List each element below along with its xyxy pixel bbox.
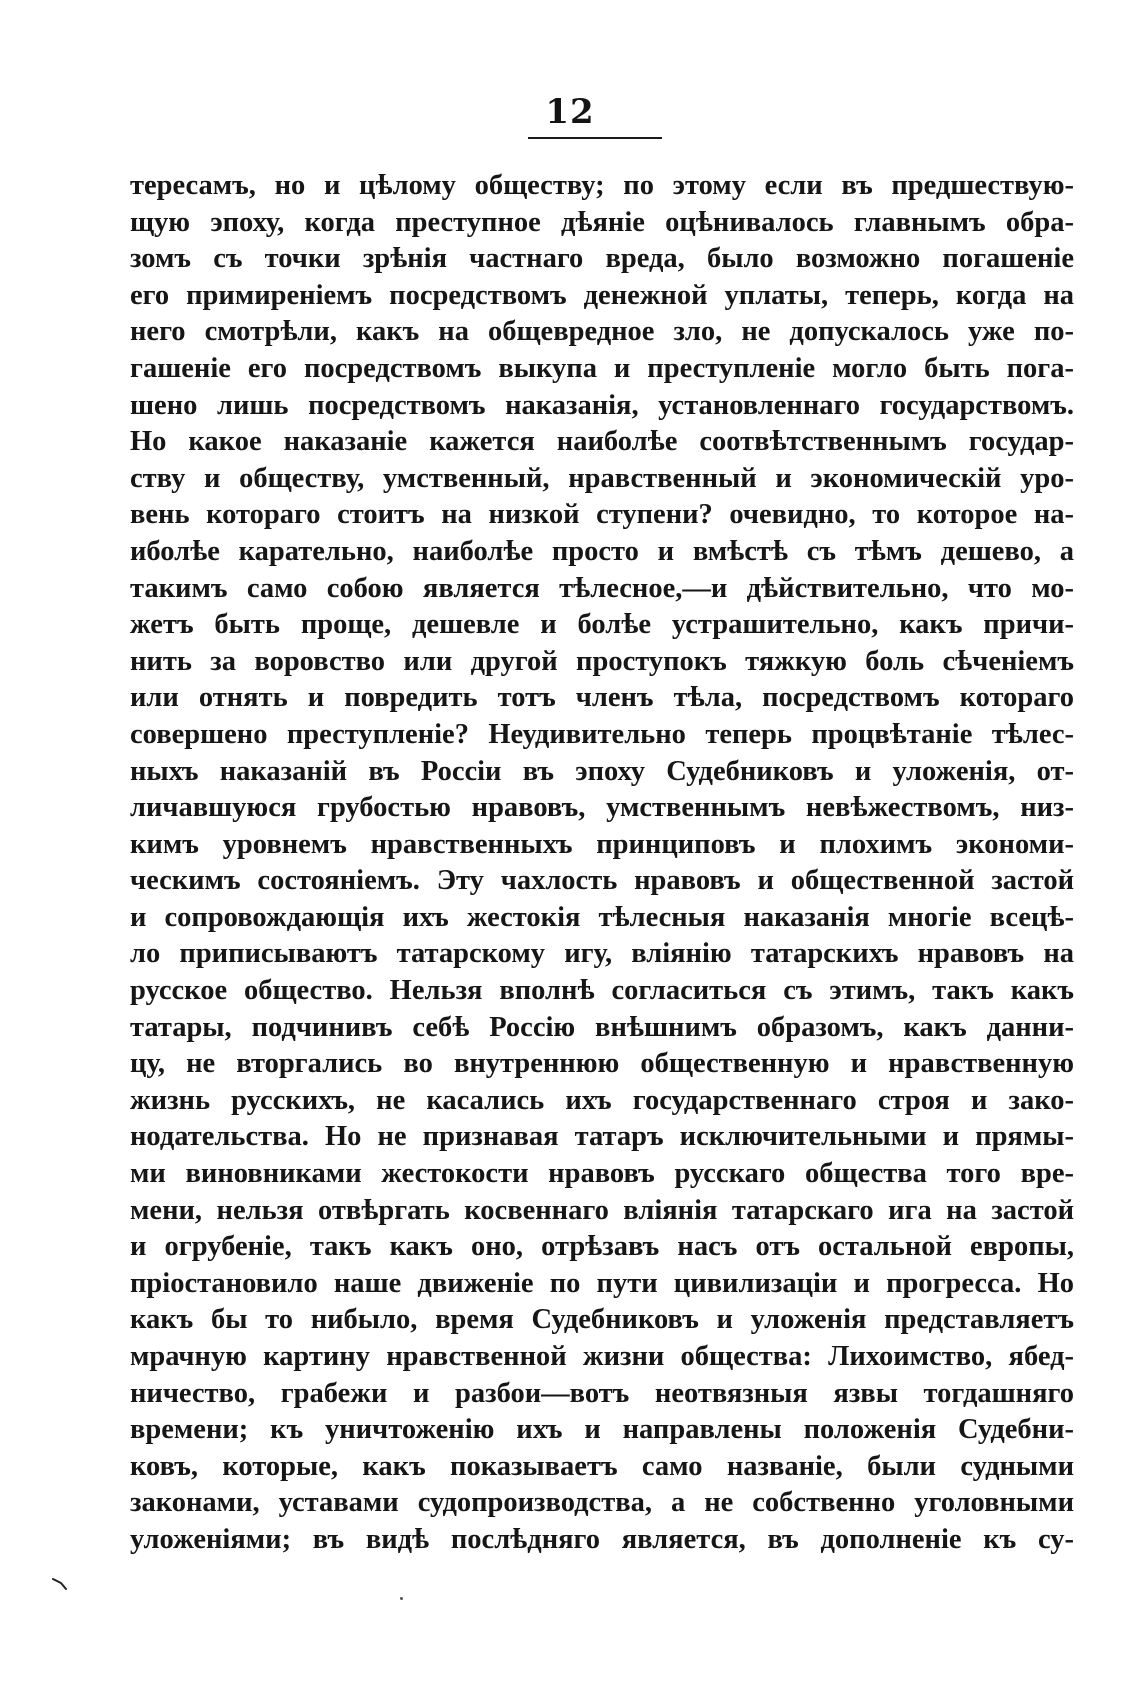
text-line: ло приписываютъ татарскому игу, вліянію татарскихъ нравовъ на: [130, 938, 1074, 970]
ink-mark: [52, 1577, 70, 1591]
text-line: личавшуюся грубостью нравовъ, умственнымъ невѣжествомъ, низ-: [130, 792, 1074, 824]
text-line: него смотрѣли, какъ на общевредное зло, не допускалось уже по-: [130, 316, 1074, 348]
text-line: иболѣе карательно, наиболѣе просто и вмѣстѣ съ тѣмъ дешево, а: [130, 535, 1074, 567]
text-line: и огрубеніе, такъ какъ оно, отрѣзавъ насъ отъ остальной европы,: [130, 1231, 1074, 1263]
text-line: гашеніе его посредствомъ выкупа и преступленіе могло быть пога-: [130, 352, 1074, 384]
text-line: русское общество. Нельзя вполнѣ согласиться съ этимъ, такъ какъ: [130, 975, 1074, 1007]
text-line: его примиреніемъ посредствомъ денежной уплаты, теперь, когда на: [130, 279, 1074, 311]
text-line: какъ бы то нибыло, время Судебниковъ и уложенія представляетъ: [130, 1304, 1074, 1336]
text-line: такимъ само собою является тѣлесное,—и дѣйствительно, что мо-: [130, 572, 1074, 604]
text-line: нить за воровство или другой проступокъ тяжкую боль сѣченіемъ: [130, 645, 1074, 677]
text-line: законами, уставами судопроизводства, а не собственно уголовными: [130, 1487, 1074, 1519]
text-line: зомъ съ точки зрѣнія частнаго вреда, было возможно погашеніе: [130, 243, 1074, 275]
text-line: мени, нельзя отвѣргать косвеннаго вліянія татарскаго ига на застой: [130, 1194, 1074, 1226]
text-line: и сопровождающія ихъ жестокія тѣлесныя наказанія многіе всецѣ-: [130, 901, 1074, 933]
text-line: ческимъ состояніемъ. Эту чахлость нравовъ и общественной застой: [130, 865, 1074, 897]
text-line: нодательства. Но не признавая татаръ исключительными и прямы-: [130, 1121, 1074, 1153]
text-line: щую эпоху, когда преступное дѣяніе оцѣнивалось главнымъ обра-: [130, 206, 1074, 238]
text-line: ныхъ наказаній въ Россіи въ эпоху Судебниковъ и уложенія, от-: [130, 755, 1074, 787]
page-number-rule: [528, 137, 662, 139]
page-number: 12: [545, 92, 595, 132]
body-text: [130, 168, 1074, 1559]
text-line: тересамъ, но и цѣлому обществу; по этому если въ предшествую-: [130, 170, 1074, 201]
text-line: пріостановило наше движеніе по пути цивилизаціи и прогресса. Но: [130, 1267, 1074, 1299]
text-line: ковъ, которые, какъ показываетъ само названіе, были судными: [130, 1450, 1074, 1482]
text-line: цу, не вторгались во внутреннюю общественную и нравственную: [130, 1048, 1074, 1080]
text-line: уложеніями; въ видѣ послѣдняго является, въ дополненіе къ су-: [130, 1523, 1074, 1555]
text-line: или отнять и повредить тотъ членъ тѣла, посредствомъ котораго: [130, 682, 1074, 714]
ink-dot: [400, 1597, 403, 1600]
text-line: совершено преступленіе? Неудивительно теперь процвѣтаніе тѣлес-: [130, 718, 1074, 750]
text-line: времени; къ уничтоженію ихъ и направлены положенія Судебни-: [130, 1414, 1074, 1446]
text-line: мрачную картину нравственной жизни общества: Лихоимство, ябед-: [130, 1341, 1074, 1372]
text-line: кимъ уровнемъ нравственныхъ принциповъ и плохимъ экономи-: [130, 828, 1074, 860]
text-line: Но какое наказаніе кажется наиболѣе соотвѣтственнымъ государ-: [130, 426, 1074, 458]
text-line: шено лишь посредствомъ наказанія, установленнаго государствомъ.: [130, 389, 1074, 421]
text-line: ми виновниками жестокости нравовъ русскаго общества того вре-: [130, 1158, 1074, 1190]
text-line: ству и обществу, умственный, нравственный и экономическій уро-: [130, 462, 1074, 494]
text-line: жизнь русскихъ, не касались ихъ государственнаго строя и зако-: [130, 1084, 1074, 1116]
text-line: вень котораго стоитъ на низкой ступени? очевидно, то которое на-: [130, 499, 1074, 531]
text-line: татары, подчинивъ себѣ Россію внѣшнимъ образомъ, какъ данни-: [130, 1011, 1074, 1043]
text-line: ничество, грабежи и разбои—вотъ неотвязныя язвы тогдашняго: [130, 1377, 1074, 1409]
text-line: жетъ быть проще, дешевле и болѣе устрашительно, какъ причи-: [130, 609, 1074, 641]
